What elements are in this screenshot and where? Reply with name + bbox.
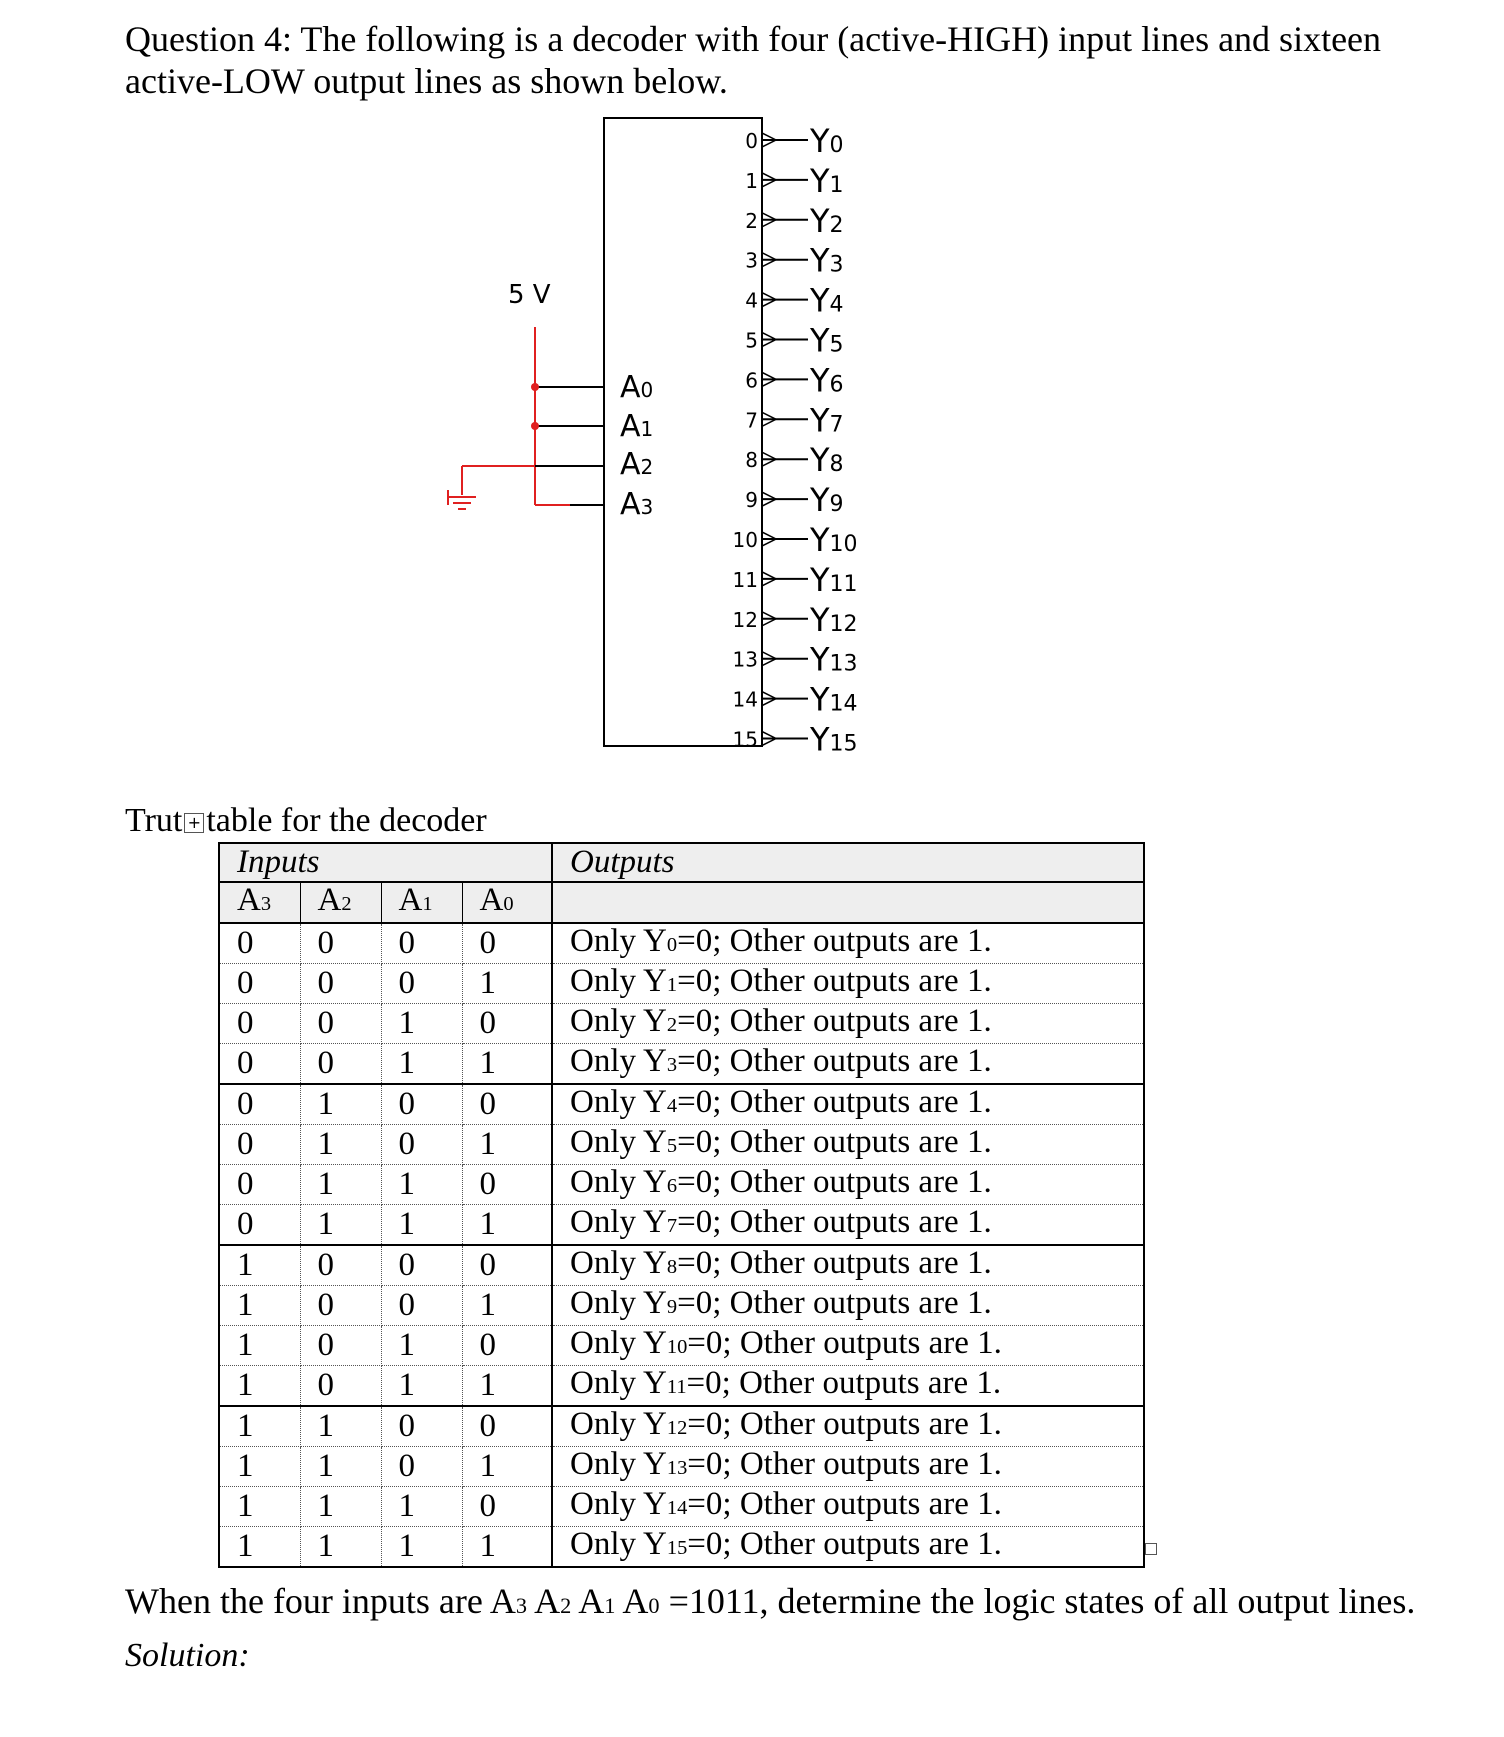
cell-a2: 1 (300, 1205, 381, 1246)
output-label-y8: Y8 (810, 441, 844, 480)
cell-a3: 0 (219, 1004, 300, 1044)
cell-a3: 1 (219, 1286, 300, 1326)
cell-a2: 1 (300, 1447, 381, 1487)
cell-output: Only Y0=0; Other outputs are 1. (552, 923, 1144, 964)
cell-a1: 1 (381, 1487, 462, 1527)
table-row (219, 1286, 1144, 1326)
pin-number-2: 2 (745, 208, 758, 233)
table-move-icon[interactable]: + (184, 813, 204, 833)
table-row (219, 1044, 1144, 1085)
cell-a1: 0 (381, 1286, 462, 1326)
question-prompt: When the four inputs are A3 A2 A1 A0 =1011, determine the logic states of all output lines. (125, 1581, 1416, 1621)
output-label-y3: Y3 (810, 241, 844, 280)
table-row (219, 964, 1144, 1004)
caption-suffix: table for the decoder (206, 802, 487, 839)
solution-label: Solution: (125, 1637, 250, 1674)
column-header-outputs (552, 882, 1144, 923)
supply-label: 5 V (508, 280, 551, 310)
cell-a2: 1 (300, 1125, 381, 1165)
input-label-a3: A3 (620, 487, 654, 522)
cell-a2: 1 (300, 1165, 381, 1205)
cell-a0: 1 (462, 1366, 552, 1407)
cell-a1: 1 (381, 1326, 462, 1366)
table-row (219, 1205, 1144, 1246)
output-label-y15: Y15 (810, 720, 858, 759)
cell-a2: 0 (300, 1286, 381, 1326)
cell-a1: 1 (381, 1366, 462, 1407)
pin-number-15: 15 (732, 727, 758, 752)
table-row (219, 1366, 1144, 1407)
pin-number-4: 4 (745, 288, 758, 313)
cell-a3: 1 (219, 1366, 300, 1407)
cell-output: Only Y14=0; Other outputs are 1. (552, 1487, 1144, 1527)
cell-a3: 0 (219, 1165, 300, 1205)
caption-prefix: Trut (125, 802, 183, 839)
cell-a0: 0 (462, 1245, 552, 1286)
cell-a1: 1 (381, 1165, 462, 1205)
cell-a0: 0 (462, 1165, 552, 1205)
cell-output: Only Y9=0; Other outputs are 1. (552, 1286, 1144, 1326)
cell-a1: 0 (381, 964, 462, 1004)
cell-a2: 1 (300, 1527, 381, 1568)
table-row (219, 1447, 1144, 1487)
truth-table-caption (125, 802, 487, 840)
output-label-y13: Y13 (810, 640, 858, 679)
table-resize-handle[interactable] (1145, 1543, 1157, 1555)
input-label-a0: A0 (620, 370, 654, 405)
table-row (219, 1245, 1144, 1286)
cell-a0: 1 (462, 964, 552, 1004)
column-header-a2: A2 (300, 882, 381, 923)
pin-number-8: 8 (745, 448, 758, 473)
table-header-row (219, 843, 1144, 882)
output-label-y14: Y14 (810, 680, 858, 719)
pin-number-12: 12 (732, 607, 758, 632)
table-row (219, 1084, 1144, 1125)
cell-a3: 0 (219, 1125, 300, 1165)
cell-output: Only Y7=0; Other outputs are 1. (552, 1205, 1144, 1246)
pin-number-9: 9 (745, 488, 758, 513)
question-line-1: Question 4: The following is a decoder with four (active-HIGH) input lines and sixteen (125, 19, 1382, 59)
output-label-y10: Y10 (810, 521, 858, 559)
junction-a1 (531, 422, 539, 430)
cell-a2: 0 (300, 923, 381, 964)
cell-output: Only Y6=0; Other outputs are 1. (552, 1165, 1144, 1205)
pin-number-0: 0 (745, 129, 758, 153)
cell-a2: 1 (300, 1406, 381, 1447)
column-header-a3: A3 (219, 882, 300, 923)
junction-a0 (531, 383, 539, 391)
cell-a2: 1 (300, 1487, 381, 1527)
cell-a3: 0 (219, 1205, 300, 1246)
cell-a0: 1 (462, 1527, 552, 1568)
decoder-diagram (0, 0, 1504, 800)
cell-output: Only Y13=0; Other outputs are 1. (552, 1447, 1144, 1487)
cell-a0: 1 (462, 1125, 552, 1165)
pin-number-3: 3 (745, 248, 758, 273)
output-label-y0: Y0 (810, 122, 844, 160)
table-row (219, 923, 1144, 964)
output-label-y5: Y5 (810, 321, 844, 360)
input-label-a1: A1 (620, 409, 654, 444)
cell-a3: 1 (219, 1245, 300, 1286)
question-line-2: active-LOW output lines as shown below. (125, 61, 728, 101)
cell-output: Only Y8=0; Other outputs are 1. (552, 1245, 1144, 1286)
cell-output: Only Y11=0; Other outputs are 1. (552, 1366, 1144, 1407)
output-label-y4: Y4 (810, 281, 844, 320)
cell-a1: 0 (381, 1125, 462, 1165)
output-label-y12: Y12 (810, 600, 858, 639)
pin-number-1: 1 (745, 168, 758, 193)
cell-output: Only Y5=0; Other outputs are 1. (552, 1125, 1144, 1165)
output-label-y6: Y6 (810, 361, 844, 400)
output-label-y11: Y11 (810, 560, 858, 599)
cell-a2: 0 (300, 1245, 381, 1286)
cell-a3: 1 (219, 1487, 300, 1527)
table-row (219, 1527, 1144, 1568)
truth-table (218, 842, 1145, 1568)
cell-a0: 0 (462, 1004, 552, 1044)
cell-output: Only Y4=0; Other outputs are 1. (552, 1084, 1144, 1125)
column-header-a0: A0 (462, 882, 552, 923)
output-label-y7: Y7 (810, 401, 844, 440)
output-pins (733, 122, 858, 759)
pin-number-11: 11 (732, 567, 758, 592)
table-row (219, 1165, 1144, 1205)
pin-number-13: 13 (732, 647, 758, 672)
cell-a0: 0 (462, 1326, 552, 1366)
table-row (219, 1125, 1144, 1165)
cell-a1: 0 (381, 1245, 462, 1286)
cell-a2: 0 (300, 1004, 381, 1044)
cell-a0: 1 (462, 1205, 552, 1246)
cell-a3: 0 (219, 1084, 300, 1125)
cell-a0: 1 (462, 1447, 552, 1487)
cell-output: Only Y12=0; Other outputs are 1. (552, 1406, 1144, 1447)
cell-a1: 1 (381, 1205, 462, 1246)
cell-a3: 0 (219, 964, 300, 1004)
pin-number-6: 6 (745, 368, 758, 393)
cell-a0: 0 (462, 1406, 552, 1447)
outputs-header: Outputs (552, 843, 1144, 882)
cell-a3: 1 (219, 1447, 300, 1487)
cell-a3: 1 (219, 1406, 300, 1447)
input-labels (620, 370, 653, 522)
cell-output: Only Y1=0; Other outputs are 1. (552, 964, 1144, 1004)
cell-a3: 0 (219, 923, 300, 964)
pin-number-7: 7 (745, 408, 758, 433)
pin-number-5: 5 (745, 328, 758, 353)
cell-a1: 1 (381, 1004, 462, 1044)
cell-a2: 0 (300, 1044, 381, 1085)
pin-number-10: 10 (732, 528, 758, 552)
cell-a0: 0 (462, 1487, 552, 1527)
cell-a0: 0 (462, 1084, 552, 1125)
cell-a1: 0 (381, 1406, 462, 1447)
column-header-a1: A1 (381, 882, 462, 923)
pin-number-14: 14 (732, 687, 758, 712)
cell-a1: 0 (381, 923, 462, 964)
cell-a1: 1 (381, 1044, 462, 1085)
input-label-a2: A2 (620, 447, 654, 482)
cell-a1: 1 (381, 1527, 462, 1568)
cell-a0: 0 (462, 923, 552, 964)
cell-a3: 0 (219, 1044, 300, 1085)
cell-a1: 0 (381, 1447, 462, 1487)
cell-a0: 1 (462, 1286, 552, 1326)
table-row (219, 1004, 1144, 1044)
cell-a0: 1 (462, 1044, 552, 1085)
cell-a2: 0 (300, 1366, 381, 1407)
table-row (219, 1406, 1144, 1447)
output-label-y2: Y2 (810, 201, 844, 240)
cell-a3: 1 (219, 1326, 300, 1366)
output-label-y9: Y9 (810, 481, 844, 520)
cell-output: Only Y3=0; Other outputs are 1. (552, 1044, 1144, 1085)
cell-a1: 0 (381, 1084, 462, 1125)
cell-output: Only Y15=0; Other outputs are 1. (552, 1527, 1144, 1568)
cell-output: Only Y10=0; Other outputs are 1. (552, 1326, 1144, 1366)
cell-a2: 1 (300, 1084, 381, 1125)
inputs-header: Inputs (219, 843, 552, 882)
output-label-y1: Y1 (810, 161, 844, 200)
cell-a2: 0 (300, 964, 381, 1004)
table-row (219, 1326, 1144, 1366)
cell-output: Only Y2=0; Other outputs are 1. (552, 1004, 1144, 1044)
table-row (219, 1487, 1144, 1527)
table-subheader-row (219, 882, 1144, 923)
cell-a2: 0 (300, 1326, 381, 1366)
cell-a3: 1 (219, 1527, 300, 1568)
